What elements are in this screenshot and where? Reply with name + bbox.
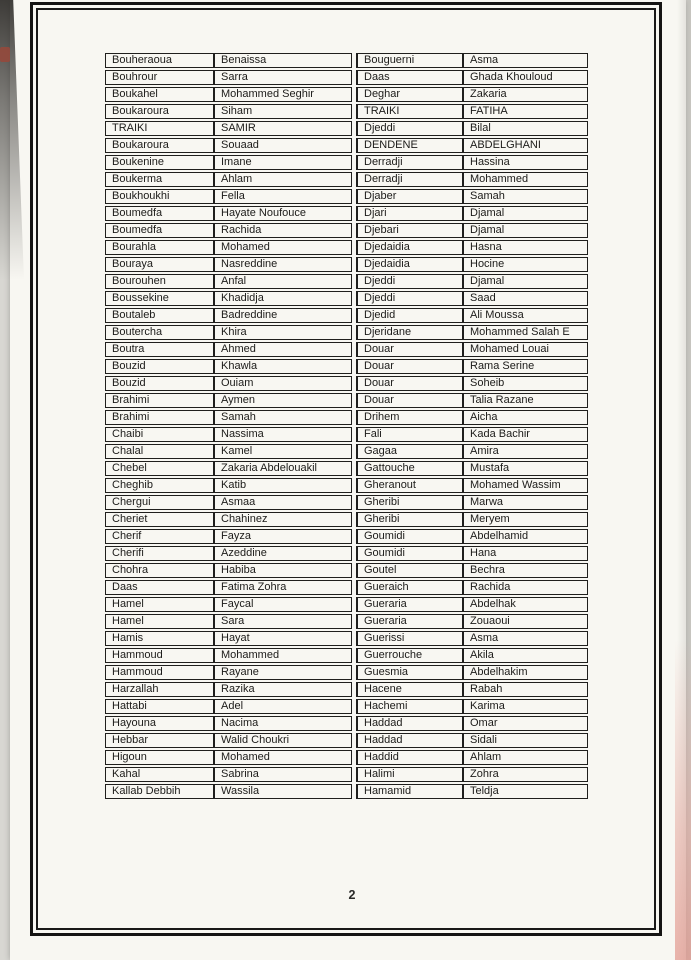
firstname-cell: Walid Choukri [214, 733, 352, 748]
firstname-cell: Hayate Noufouce [214, 206, 352, 221]
surname-cell: Boutra [105, 342, 214, 357]
firstname-cell: Djamal [463, 274, 588, 289]
surname-cell: Boussekine [105, 291, 214, 306]
firstname-cell: Bechra [463, 563, 588, 578]
surname-cell: Hachemi [356, 699, 463, 714]
firstname-cell: Talia Razane [463, 393, 588, 408]
surname-cell: Gagaa [356, 444, 463, 459]
surname-cell: Boumedfa [105, 206, 214, 221]
surname-cell: Chergui [105, 495, 214, 510]
firstname-cell: Badreddine [214, 308, 352, 323]
table-row [356, 478, 588, 493]
surname-cell: Kallab Debbih [105, 784, 214, 799]
table-row [356, 70, 588, 85]
table-row [105, 529, 352, 544]
table-row [105, 631, 352, 646]
table-row [356, 716, 588, 731]
table-row [105, 376, 352, 391]
surname-cell: Deghar [356, 87, 463, 102]
surname-cell: Douar [356, 342, 463, 357]
surname-cell: Djebari [356, 223, 463, 238]
firstname-cell: Chahinez [214, 512, 352, 527]
table-row [356, 682, 588, 697]
surname-cell: TRAIKI [356, 104, 463, 119]
surname-cell: Haddad [356, 716, 463, 731]
firstname-cell: Mohammed [214, 648, 352, 663]
table-row [105, 70, 352, 85]
firstname-cell: Anfal [214, 274, 352, 289]
firstname-cell: Mohammed Seghir [214, 87, 352, 102]
table-row [356, 53, 588, 68]
surname-cell: Bouzid [105, 376, 214, 391]
surname-cell: Hamel [105, 597, 214, 612]
firstname-cell: Aymen [214, 393, 352, 408]
table-row [356, 155, 588, 170]
surname-cell: Bourouhen [105, 274, 214, 289]
table-row [356, 138, 588, 153]
firstname-cell: Hasna [463, 240, 588, 255]
firstname-cell: Sara [214, 614, 352, 629]
surname-cell: Bourahla [105, 240, 214, 255]
table-row [356, 274, 588, 289]
surname-cell: Higoun [105, 750, 214, 765]
table-row [356, 325, 588, 340]
surname-cell: Boukhoukhi [105, 189, 214, 204]
firstname-cell: Kada Bachir [463, 427, 588, 442]
table-row [105, 87, 352, 102]
firstname-cell: Fella [214, 189, 352, 204]
table-row [356, 563, 588, 578]
surname-cell: Boukahel [105, 87, 214, 102]
firstname-cell: Mohamed [214, 750, 352, 765]
surname-cell: Cheghib [105, 478, 214, 493]
surname-cell: Djedid [356, 308, 463, 323]
table-row [105, 427, 352, 442]
firstname-cell: Mohammed [463, 172, 588, 187]
table-row [105, 784, 352, 799]
surname-cell: Hamis [105, 631, 214, 646]
firstname-cell: Ghada Khouloud [463, 70, 588, 85]
surname-cell: DENDENE [356, 138, 463, 153]
surname-cell: Douar [356, 393, 463, 408]
firstname-cell: Rabah [463, 682, 588, 697]
table-row [356, 291, 588, 306]
surname-cell: Cheriet [105, 512, 214, 527]
scan-edge-red-mark [0, 47, 10, 62]
table-row [356, 580, 588, 595]
firstname-cell: ABDELGHANI [463, 138, 588, 153]
table-row [356, 461, 588, 476]
firstname-cell: Rachida [214, 223, 352, 238]
table-row [356, 308, 588, 323]
table-row [105, 546, 352, 561]
surname-cell: Daas [105, 580, 214, 595]
firstname-cell: Ali Moussa [463, 308, 588, 323]
table-row [356, 393, 588, 408]
surname-cell: TRAIKI [105, 121, 214, 136]
surname-cell: Gheribi [356, 512, 463, 527]
surname-cell: Boutaleb [105, 308, 214, 323]
firstname-cell: FATIHA [463, 104, 588, 119]
surname-cell: Bouhrour [105, 70, 214, 85]
firstname-cell: Mustafa [463, 461, 588, 476]
table-row [105, 393, 352, 408]
table-row [356, 87, 588, 102]
firstname-cell: Djamal [463, 223, 588, 238]
firstname-cell: Mohamed [214, 240, 352, 255]
surname-cell: Bouheraoua [105, 53, 214, 68]
firstname-cell: Saad [463, 291, 588, 306]
surname-cell: Djeddi [356, 291, 463, 306]
firstname-cell: Azeddine [214, 546, 352, 561]
firstname-cell: Hassina [463, 155, 588, 170]
table-row [105, 342, 352, 357]
table-row [105, 308, 352, 323]
table-row [105, 359, 352, 374]
surname-cell: Kahal [105, 767, 214, 782]
table-row [356, 257, 588, 272]
firstname-cell: Soheib [463, 376, 588, 391]
surname-cell: Boukaroura [105, 104, 214, 119]
firstname-cell: Abdelhakim [463, 665, 588, 680]
surname-cell: Djedaidia [356, 240, 463, 255]
firstname-cell: Souaad [214, 138, 352, 153]
firstname-cell: Amira [463, 444, 588, 459]
table-row [356, 767, 588, 782]
table-row [105, 512, 352, 527]
table-row [105, 478, 352, 493]
surname-cell: Guesmia [356, 665, 463, 680]
table-row [356, 206, 588, 221]
table-row [356, 546, 588, 561]
table-row [356, 512, 588, 527]
table-row [356, 240, 588, 255]
firstname-cell: Khawla [214, 359, 352, 374]
surname-cell: Djeddi [356, 274, 463, 289]
surname-cell: Daas [356, 70, 463, 85]
table-row [356, 427, 588, 442]
surname-cell: Djeridane [356, 325, 463, 340]
surname-cell: Chalal [105, 444, 214, 459]
firstname-cell: Nassima [214, 427, 352, 442]
surname-cell: Gueraria [356, 614, 463, 629]
surname-cell: Boutercha [105, 325, 214, 340]
table-row [105, 410, 352, 425]
firstname-cell: Meryem [463, 512, 588, 527]
surname-cell: Bouraya [105, 257, 214, 272]
surname-cell: Halimi [356, 767, 463, 782]
table-row [105, 648, 352, 663]
surname-cell: Hayouna [105, 716, 214, 731]
firstname-cell: Imane [214, 155, 352, 170]
page-number: 2 [348, 888, 356, 902]
table-row [105, 699, 352, 714]
surname-cell: Derradji [356, 155, 463, 170]
firstname-cell: Zakaria Abdelouakil [214, 461, 352, 476]
firstname-cell: Mohamed Wassim [463, 478, 588, 493]
surname-cell: Chebel [105, 461, 214, 476]
firstname-cell: Habiba [214, 563, 352, 578]
firstname-cell: Sarra [214, 70, 352, 85]
surname-cell: Gheribi [356, 495, 463, 510]
surname-cell: Chaibi [105, 427, 214, 442]
table-row [105, 563, 352, 578]
surname-cell: Hebbar [105, 733, 214, 748]
table-row [105, 461, 352, 476]
firstname-cell: Sabrina [214, 767, 352, 782]
firstname-cell: Ouiam [214, 376, 352, 391]
firstname-cell: Bilal [463, 121, 588, 136]
table-row [356, 410, 588, 425]
table-row [356, 631, 588, 646]
table-row [356, 104, 588, 119]
surname-cell: Brahimi [105, 410, 214, 425]
surname-cell: Boukenine [105, 155, 214, 170]
firstname-cell: Karima [463, 699, 588, 714]
firstname-cell: Ahlam [214, 172, 352, 187]
table-row [105, 53, 352, 68]
firstname-cell: Wassila [214, 784, 352, 799]
table-row [356, 529, 588, 544]
firstname-cell: Nasreddine [214, 257, 352, 272]
firstname-cell: Katib [214, 478, 352, 493]
surname-cell: Cherif [105, 529, 214, 544]
surname-cell: Djeddi [356, 121, 463, 136]
table-row [356, 121, 588, 136]
firstname-cell: Zouaoui [463, 614, 588, 629]
firstname-cell: Faycal [214, 597, 352, 612]
firstname-cell: Zakaria [463, 87, 588, 102]
surname-cell: Boukerma [105, 172, 214, 187]
surname-cell: Cherifi [105, 546, 214, 561]
table-row [356, 359, 588, 374]
firstname-cell: Abdelhak [463, 597, 588, 612]
firstname-cell: Ahlam [463, 750, 588, 765]
table-row [105, 189, 352, 204]
surname-cell: Derradji [356, 172, 463, 187]
table-row [105, 274, 352, 289]
firstname-cell: Djamal [463, 206, 588, 221]
table-row [356, 733, 588, 748]
table-row [105, 291, 352, 306]
firstname-cell: Teldja [463, 784, 588, 799]
table-row [105, 750, 352, 765]
firstname-cell: Sidali [463, 733, 588, 748]
table-row [356, 172, 588, 187]
firstname-cell: Fatima Zohra [214, 580, 352, 595]
surname-cell: Gueraich [356, 580, 463, 595]
surname-cell: Goutel [356, 563, 463, 578]
firstname-cell: Razika [214, 682, 352, 697]
table-row [105, 665, 352, 680]
surname-cell: Hacene [356, 682, 463, 697]
firstname-cell: Omar [463, 716, 588, 731]
surname-cell: Gheranout [356, 478, 463, 493]
firstname-cell: Ahmed [214, 342, 352, 357]
table-row [356, 495, 588, 510]
surname-cell: Gueraria [356, 597, 463, 612]
surname-cell: Gattouche [356, 461, 463, 476]
table-row [356, 665, 588, 680]
firstname-cell: Adel [214, 699, 352, 714]
surname-cell: Djaber [356, 189, 463, 204]
table-row [356, 597, 588, 612]
firstname-cell: Rachida [463, 580, 588, 595]
table-row [105, 155, 352, 170]
surname-cell: Djari [356, 206, 463, 221]
firstname-cell: Asma [463, 631, 588, 646]
surname-cell: Bouguerni [356, 53, 463, 68]
surname-cell: Boumedfa [105, 223, 214, 238]
name-table-right [356, 51, 588, 801]
table-row [356, 750, 588, 765]
table-row [356, 189, 588, 204]
table-row [105, 580, 352, 595]
surname-cell: Guerrouche [356, 648, 463, 663]
firstname-cell: Akila [463, 648, 588, 663]
firstname-cell: Rama Serine [463, 359, 588, 374]
surname-cell: Haddid [356, 750, 463, 765]
firstname-cell: Siham [214, 104, 352, 119]
table-row [105, 767, 352, 782]
firstname-cell: Mohamed Louai [463, 342, 588, 357]
table-row [356, 648, 588, 663]
table-row [105, 138, 352, 153]
table-row [105, 325, 352, 340]
table-row [105, 172, 352, 187]
table-row [105, 240, 352, 255]
table-row [105, 716, 352, 731]
table-row [105, 495, 352, 510]
surname-cell: Haddad [356, 733, 463, 748]
table-row [105, 682, 352, 697]
surname-cell: Bouzid [105, 359, 214, 374]
table-row [356, 342, 588, 357]
table-row [356, 784, 588, 799]
surname-cell: Goumidi [356, 529, 463, 544]
firstname-cell: Benaissa [214, 53, 352, 68]
table-row [105, 614, 352, 629]
table-row [105, 206, 352, 221]
surname-cell: Douar [356, 376, 463, 391]
table-row [105, 223, 352, 238]
surname-cell: Goumidi [356, 546, 463, 561]
table-row [105, 257, 352, 272]
firstname-cell: SAMIR [214, 121, 352, 136]
surname-cell: Boukaroura [105, 138, 214, 153]
surname-cell: Hammoud [105, 648, 214, 663]
table-row [105, 104, 352, 119]
surname-cell: Chohra [105, 563, 214, 578]
firstname-cell: Nacima [214, 716, 352, 731]
surname-cell: Drihem [356, 410, 463, 425]
table-row [356, 699, 588, 714]
firstname-cell: Asmaa [214, 495, 352, 510]
table-row [105, 733, 352, 748]
table-row [105, 121, 352, 136]
firstname-cell: Samah [463, 189, 588, 204]
name-table-left [105, 51, 352, 801]
firstname-cell: Abdelhamid [463, 529, 588, 544]
surname-cell: Guerissi [356, 631, 463, 646]
firstname-cell: Zohra [463, 767, 588, 782]
firstname-cell: Mohammed Salah E [463, 325, 588, 340]
surname-cell: Brahimi [105, 393, 214, 408]
surname-cell: Hammoud [105, 665, 214, 680]
firstname-cell: Rayane [214, 665, 352, 680]
table-row [356, 223, 588, 238]
firstname-cell: Aicha [463, 410, 588, 425]
firstname-cell: Samah [214, 410, 352, 425]
table-row [105, 597, 352, 612]
firstname-cell: Marwa [463, 495, 588, 510]
firstname-cell: Kamel [214, 444, 352, 459]
firstname-cell: Hayat [214, 631, 352, 646]
table-row [356, 444, 588, 459]
firstname-cell: Asma [463, 53, 588, 68]
firstname-cell: Khira [214, 325, 352, 340]
firstname-cell: Hocine [463, 257, 588, 272]
table-row [105, 444, 352, 459]
surname-cell: Hattabi [105, 699, 214, 714]
surname-cell: Fali [356, 427, 463, 442]
scan-edge-pink-tint [675, 640, 691, 960]
surname-cell: Djedaidia [356, 257, 463, 272]
surname-cell: Hamamid [356, 784, 463, 799]
firstname-cell: Fayza [214, 529, 352, 544]
surname-cell: Douar [356, 359, 463, 374]
table-row [356, 614, 588, 629]
surname-cell: Harzallah [105, 682, 214, 697]
firstname-cell: Khadidja [214, 291, 352, 306]
table-row [356, 376, 588, 391]
surname-cell: Hamel [105, 614, 214, 629]
firstname-cell: Hana [463, 546, 588, 561]
